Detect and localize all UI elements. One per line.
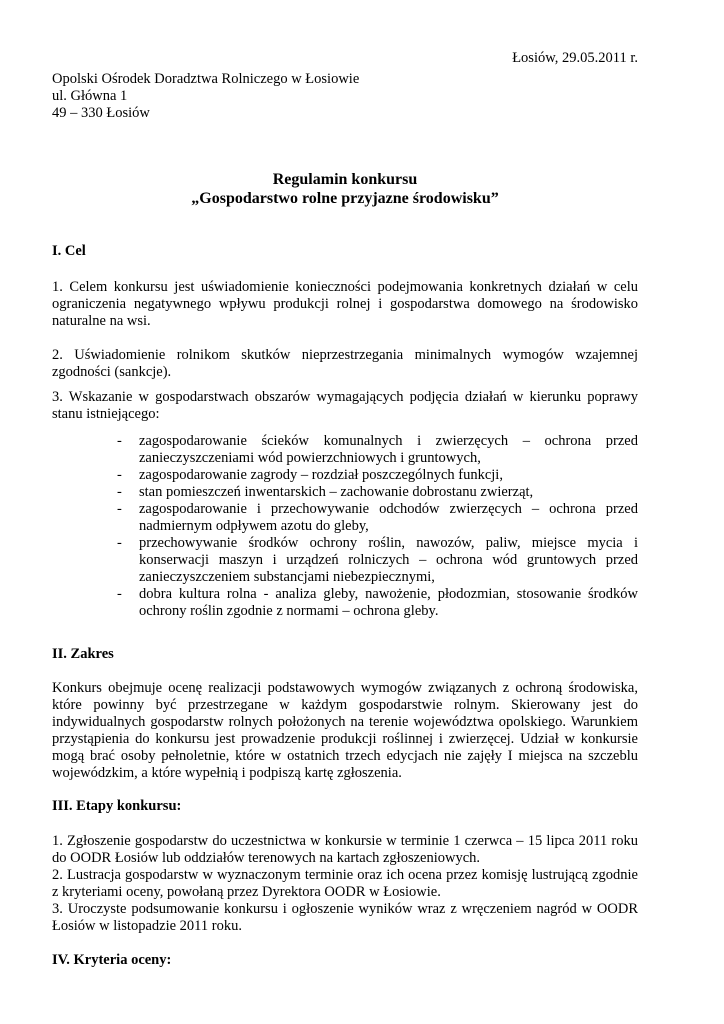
goal-paragraph-3: 3. Wskazanie w gospodarstwach obszarów wymagających podjęcia działań w kierunku poprawy stanu istniejącego: [52,389,638,422]
list-item: - zagospodarowanie zagrody – rozdział poszczególnych funkcji, [117,467,638,484]
stages-list [52,833,638,935]
address-line-city: 49 – 330 Łosiów [52,105,150,121]
document-title [52,170,638,208]
list-item: 3. Uroczyste podsumowanie konkursu i ogłoszenie wyników wraz z wręczeniem nagród w OODR Łosiów w listopadzie 2011 roku. [52,901,638,934]
section-heading-criteria: IV. Kryteria oceny: [52,952,172,968]
document-page [52,50,638,969]
title-line-1: Regulamin konkursu [272,171,418,188]
list-item: - dobra kultura rolna - analiza gleby, nawożenie, płodozmian, stosowanie środków ochrony roślin zgodnie z normami – ochrona gleby. [117,586,638,620]
section-heading-stages: III. Etapy konkursu: [52,798,182,814]
title-line-2: „Gospodarstwo rolne przyjazne środowisku” [191,190,499,207]
goal-areas-list [52,433,638,620]
section-heading-scope: II. Zakres [52,646,114,662]
document-date: Łosiów, 29.05.2011 r. [512,50,638,66]
section-heading-goal: I. Cel [52,243,86,259]
list-item: 1. Zgłoszenie gospodarstw do uczestnictwa w konkursie w terminie 1 czerwca – 15 lipca 2011 roku do OODR Łosiów lub oddziałów terenowych na kartach zgłoszeniowych. [52,833,638,866]
list-item: 2. Lustracja gospodarstw w wyznaczonym terminie oraz ich ocena przez komisję lustrującą zgodnie z kryteriami oceny, powołaną przez Dyrektora OODR w Łosiowie. [52,867,638,900]
goal-paragraph-1: 1. Celem konkursu jest uświadomienie konieczności podejmowania konkretnych działań w celu ograniczenia negatywnego wpływu produkcji rolnej i gospodarstwa domowego na środowisko naturalne na wsi. [52,279,638,329]
goal-paragraph-2: 2. Uświadomienie rolnikom skutków nieprzestrzegania minimalnych wymogów wzajemnej zgodności (sankcje). [52,347,638,380]
address-line-street: ul. Główna 1 [52,88,128,104]
scope-paragraph: Konkurs obejmuje ocenę realizacji podstawowych wymogów związanych z ochroną środowiska, które powinny być przestrzegane w każdym gospodarstwie rolnym. Skierowany jest do indywidualnych gospodarstw rolnych położonych na terenie województwa opolskiego. Warunkiem przystąpienia do konkursu jest prowadzenie produkcji roślinnej i zwierzęcej. Udział w konkursie mogą brać osoby pełnoletnie, które w ostatnich trzech edycjach nie zajęły I miejsca na szczeblu wojewódzkim, a które wypełnią i podpiszą kartę zgłoszenia. [52,680,638,781]
list-item: - przechowywanie środków ochrony roślin, nawozów, paliw, miejsce mycia i konserwacji maszyn i urządzeń rolniczych – ochrona wód gruntowych przed zanieczyszczeniem substancjami niebezpiecznymi, [117,535,638,586]
address-line-organization: Opolski Ośrodek Doradztwa Rolniczego w Łosiowie [52,71,360,87]
list-item: - stan pomieszczeń inwentarskich – zachowanie dobrostanu zwierząt, [117,484,638,501]
list-item: - zagospodarowanie i przechowywanie odchodów zwierzęcych – ochrona przed nadmiernym odpływem azotu do gleby, [117,501,638,535]
sender-address [52,71,638,122]
list-item: - zagospodarowanie ścieków komunalnych i zwierzęcych – ochrona przed zanieczyszczeniami wód powierzchniowych i gruntowych, [117,433,638,467]
